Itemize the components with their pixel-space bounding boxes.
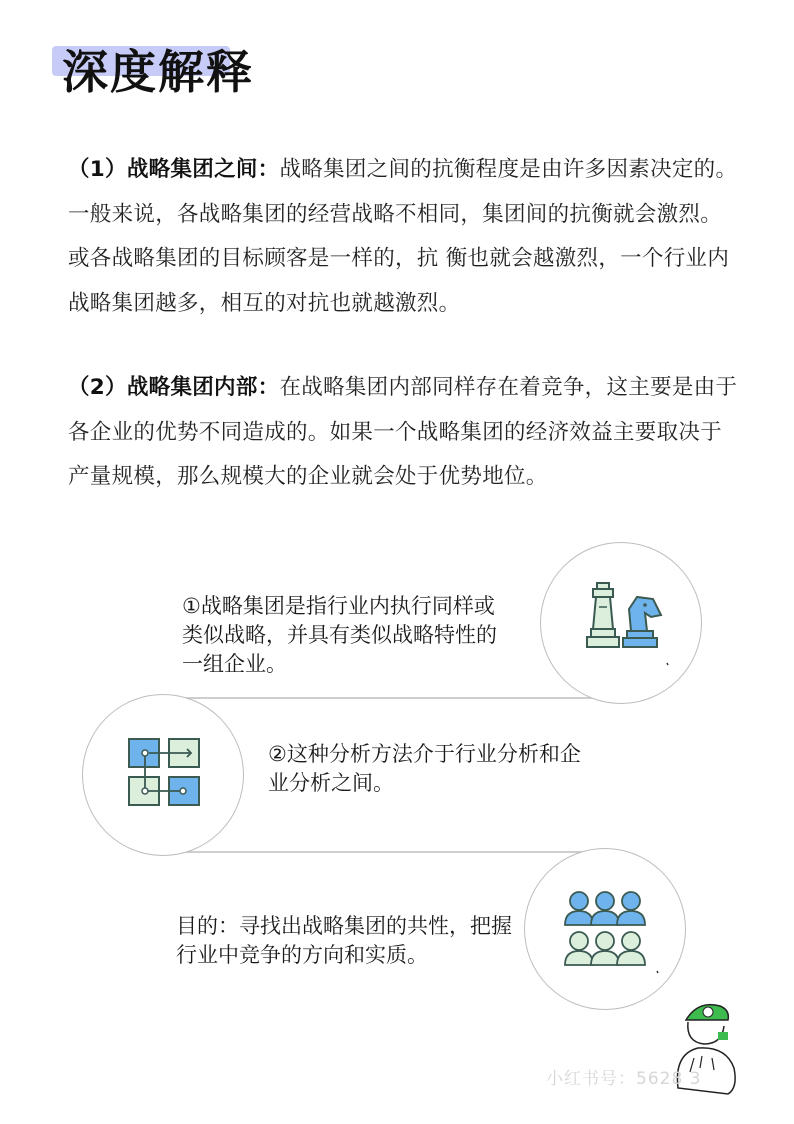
section-1-lead: （1）战略集团之间： — [68, 157, 280, 182]
people-group-icon — [525, 849, 685, 1009]
section-1-body: 战略集团之间的抗衡程度是由许多因素决定的。一般来说，各战略集团的经营战略不相同，集团间的抗衡就会激烈。或各战略集团的目标顾客是一样的，抗 衡也就会越激烈，一个行业内战略集团越多，相互的对抗也就越激烈。 — [68, 157, 738, 316]
flowchart-circle — [82, 694, 244, 856]
flow-item-3: 目的：寻找出战略集团的共性，把握行业中竞争的方向和实质。 — [176, 914, 512, 967]
flowchart-icon — [83, 695, 243, 855]
flow-item-1: ①战略集团是指行业内执行同样或类似战略，并具有类似战略特性的一组企业。 — [182, 594, 497, 676]
chess-icon — [541, 543, 701, 703]
section-2-lead: （2）战略集团内部： — [68, 375, 280, 400]
people-circle — [524, 848, 686, 1010]
section-2-body: 在战略集团内部同样存在着竞争，这主要是由于各企业的优势不同造成的。如果一个战略集团的经济效益主要取决于产量规模，那么规模大的企业就会处于优势地位。 — [68, 375, 738, 489]
watermark-text: 小红书号：5628 3 — [546, 1069, 702, 1089]
chess-circle — [540, 542, 702, 704]
flow-item-2: ②这种分析方法介于行业分析和企业分析之间。 — [268, 742, 581, 795]
page-title: 深度解释 — [62, 45, 254, 99]
